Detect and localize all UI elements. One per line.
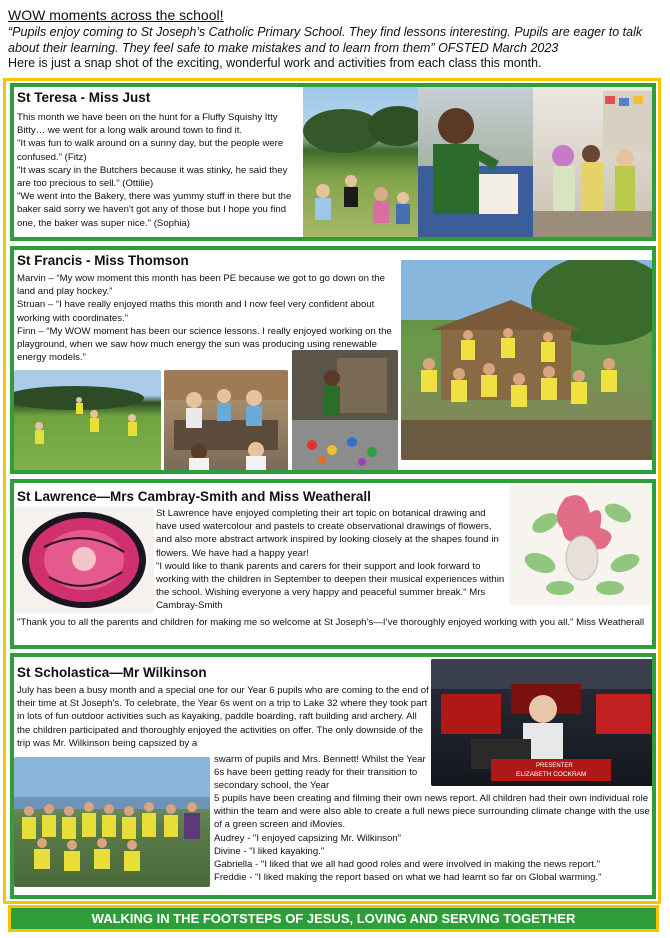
text-paragraph: "I would like to thank parents and carers for their support and look forward to working with the children in September to deepen their musical experiences within the school. Wishing everyone a very happy and peaceful summer break." Mrs Cambray-Smith xyxy=(156,560,505,612)
text-line: Struan – “I have really enjoyed maths this month and I now feel very confident about working with coordinates.” xyxy=(17,299,375,324)
section-st-lawrence xyxy=(10,479,656,649)
text-line: Finn – “My WOW moment has been our science lessons. I really enjoyed working on the playground, when we saw how much energy the sun was producing using renewable energy models.” xyxy=(17,325,392,364)
text-paragraph: St Lawrence have enjoyed completing their art topic on botanical drawing and have used watercolour and pastels to create observational drawings of flowers, and also more abstract artwork inspired by looking closely at the shapes found in flowers. We have had a happy year! xyxy=(156,508,499,559)
page-title: WOW moments across the school! xyxy=(8,7,224,23)
footer-motto-banner xyxy=(8,905,659,932)
quote-line: Freddie - "I liked making the report based on what we had learnt so far on Global warming." xyxy=(214,872,602,884)
photo-hockey xyxy=(14,370,161,472)
text-line: "It was scary in the Butchers because it was stinky, he said they are too precious to sell." (Ottilie) xyxy=(17,164,288,190)
footer-motto: WALKING IN THE FOOTSTEPS OF JESUS, LOVING AND SERVING TOGETHER xyxy=(91,911,576,926)
text-line: Marvin – “My wow moment this month has been PE because we got to go down on the land and play hockey.” xyxy=(17,273,385,298)
section-text-2 xyxy=(17,616,653,629)
text-paragraph: July has been a busy month and a special one for our Year 6 pupils who are coming to the end of their time at St Joseph’s. To celebrate, the Year 6s went on a trip to Lake 32 where they took part in lots of fun outdoor activities such as kayaking, paddle boarding, raft building and archery. All the children participated and thoroughly enjoyed the activities on offer. The only downside of the trip was Mr. Wilkinson being capsized by a xyxy=(17,685,429,749)
news-caption-name: ELIZABETH COCKRAM xyxy=(516,771,587,778)
section-text xyxy=(156,507,506,613)
section-st-scholastica xyxy=(10,653,656,899)
section-title: St Scholastica—Mr Wilkinson xyxy=(17,665,207,680)
news-caption-label: PRESENTER xyxy=(536,763,573,769)
section-text-2 xyxy=(214,753,434,793)
ofsted-quote: “Pupils enjoy coming to St Joseph’s Catholic Primary School. They find lessons interesting. Pupils are eager to talk about their learning. They feel safe to make mistakes and to learn from them” OFSTED March 2023 xyxy=(8,25,643,55)
photo-coordinates xyxy=(164,370,288,472)
photo-walk-in-park xyxy=(303,86,419,238)
text-line: "It was fun to walk around on a sunny day, but the people were confused." (Fitz) xyxy=(17,138,284,163)
section-st-francis xyxy=(10,246,656,474)
page-header xyxy=(8,6,663,71)
section-text-3 xyxy=(214,792,654,884)
quote-line: Audrey - "I enjoyed capsizing Mr. Wilkinson" xyxy=(214,832,402,844)
photo-lake-trip-group xyxy=(14,757,210,887)
section-st-teresa xyxy=(10,83,656,241)
photo-news-report xyxy=(431,659,656,786)
section-title: St Lawrence—Mrs Cambray-Smith and Miss Weatherall xyxy=(17,489,371,504)
quote-line: Gabriella - "I liked that we all had good roles and were involved in making the news report." xyxy=(214,859,600,871)
section-text xyxy=(17,111,302,230)
photo-child-writing xyxy=(418,86,534,238)
section-text xyxy=(17,684,429,750)
photo-class-group xyxy=(401,260,653,460)
photo-botanical-drawing xyxy=(510,483,656,605)
text-paragraph: 5 pupils have been creating and filming their own news report. All children had their own individual role within the team and were also able to create a full news piece surrounding climate change with the use of a green screen and iMovies. xyxy=(214,793,650,831)
text-paragraph: "Thank you to all the parents and children for making me so welcome at St Joseph’s—I’ve thoroughly enjoyed working with you all." Miss Weatherall xyxy=(17,617,645,628)
section-title: St Teresa - Miss Just xyxy=(17,90,151,105)
text-line: This month we have been on the hunt for a Fluffy Squishy Itty Bitty… we went for a long walk around town to find it. xyxy=(17,112,278,137)
text-paragraph: swarm of pupils and Mrs. Bennett! Whilst the Year 6s have been getting ready for their transition to secondary school, the Year xyxy=(214,754,426,792)
section-title: St Francis - Miss Thomson xyxy=(17,253,189,268)
text-line: "We went into the Bakery, there was yummy stuff in there but the baker said sorry we haven't got any of those but I hope you find one, the baker was super nice." (Sophia) xyxy=(17,191,292,229)
photo-classroom-kids xyxy=(533,86,656,238)
photo-abstract-flower-art xyxy=(14,507,154,613)
quote-line: Divine - "I liked kayaking." xyxy=(214,845,325,857)
photo-energy-models xyxy=(292,350,398,472)
intro-text: Here is just a snap shot of the exciting, wonderful work and activities from each class this month. xyxy=(8,56,542,70)
